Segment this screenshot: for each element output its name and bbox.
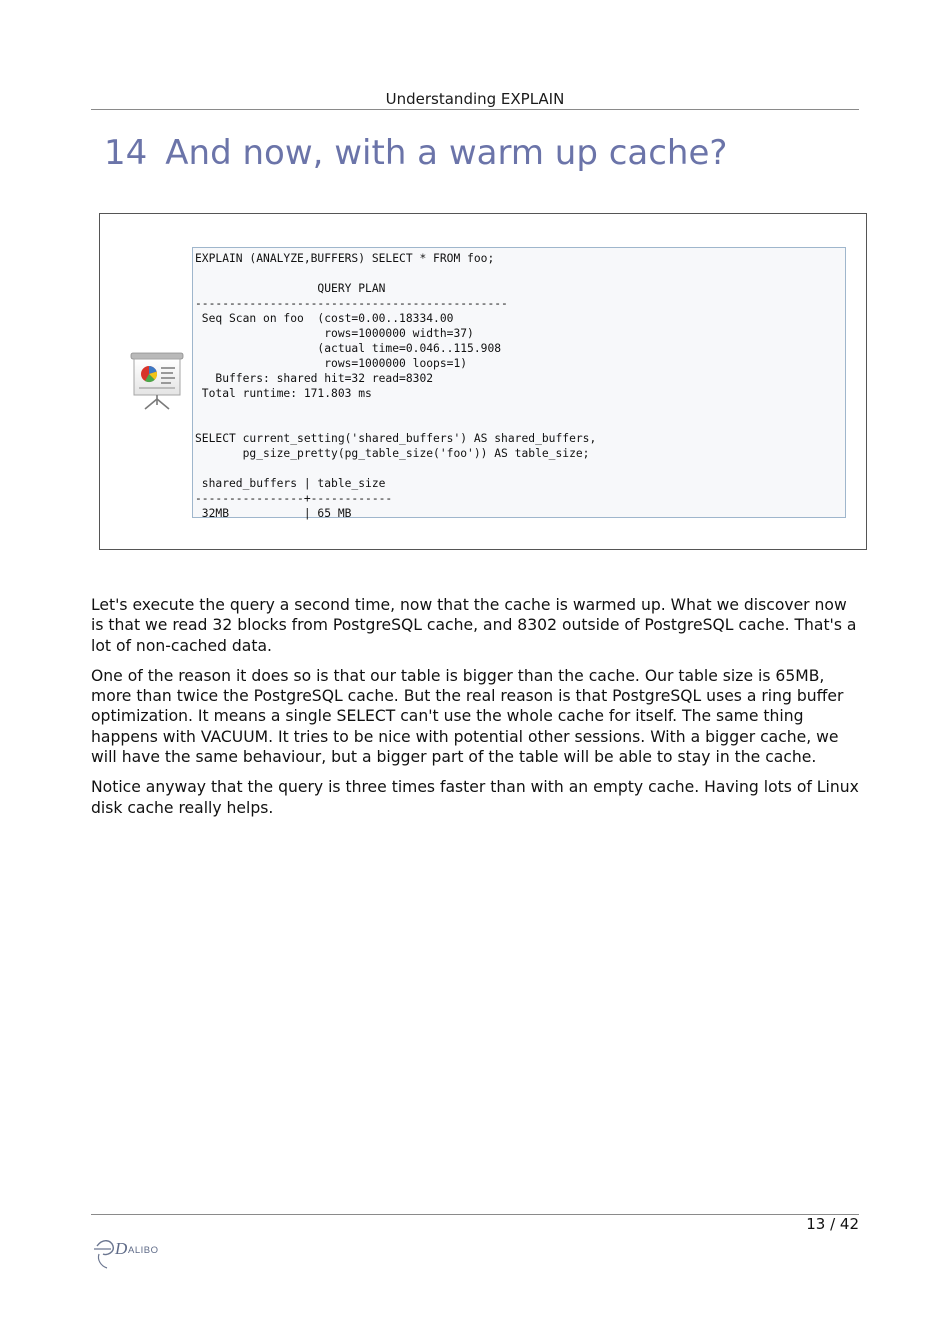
page-number: 13 / 42 bbox=[806, 1215, 859, 1233]
paragraph: One of the reason it does so is that our table is bigger than the cache. Our table size is 65MB, more than twice the PostgreSQL cache. But the real reason is that PostgreSQL uses a ring buffer optimization. It means a single SELECT can't use the whole cache for itself. The same thing happens with VACUUM. It tries to be nice with potential other sessions. With a bigger cache, we will have the same behaviour, but a bigger part of the table will be able to stay in the cache. bbox=[91, 666, 844, 767]
section-number: 14 bbox=[104, 133, 148, 173]
dalibo-logo-icon bbox=[91, 1234, 181, 1274]
presentation-slide-icon bbox=[130, 352, 184, 410]
running-header: Understanding EXPLAIN bbox=[385, 90, 565, 108]
section-title-text: And now, with a warm up cache? bbox=[165, 133, 728, 173]
svg-text:D: D bbox=[115, 1239, 128, 1258]
code-block bbox=[192, 247, 846, 518]
section-title bbox=[104, 130, 727, 176]
paragraph: Let's execute the query a second time, now that the cache is warmed up. What we discover now is that we read 32 blocks from PostgreSQL cache, and 8302 outside of PostgreSQL cache. That's a lot of non-cached data. bbox=[91, 596, 857, 655]
code-text: EXPLAIN (ANALYZE,BUFFERS) SELECT * FROM foo; QUERY PLAN ---------------------------------------------- Seq Scan on foo (cost=0.00..18334.00 rows=1000000 width=37) (actual time=0.046..115.908 rows=1000000 loops=1) Buffers: shared hit=32 read=8302 Total runtime: 171.803 ms SELECT current_setting('shared_buffers') AS shared_buffers, pg_size_pretty(pg_table_size('foo')) AS table_size; shared_buffers | table_size ----------------+------------ 32MB | 65 MB bbox=[195, 252, 597, 520]
body-text bbox=[91, 595, 861, 828]
paragraph: Notice anyway that the query is three times faster than with an empty cache. Having lots of Linux disk cache really helps. bbox=[91, 778, 859, 817]
svg-text:ALIBO: ALIBO bbox=[128, 1245, 159, 1256]
header-divider bbox=[91, 109, 859, 110]
